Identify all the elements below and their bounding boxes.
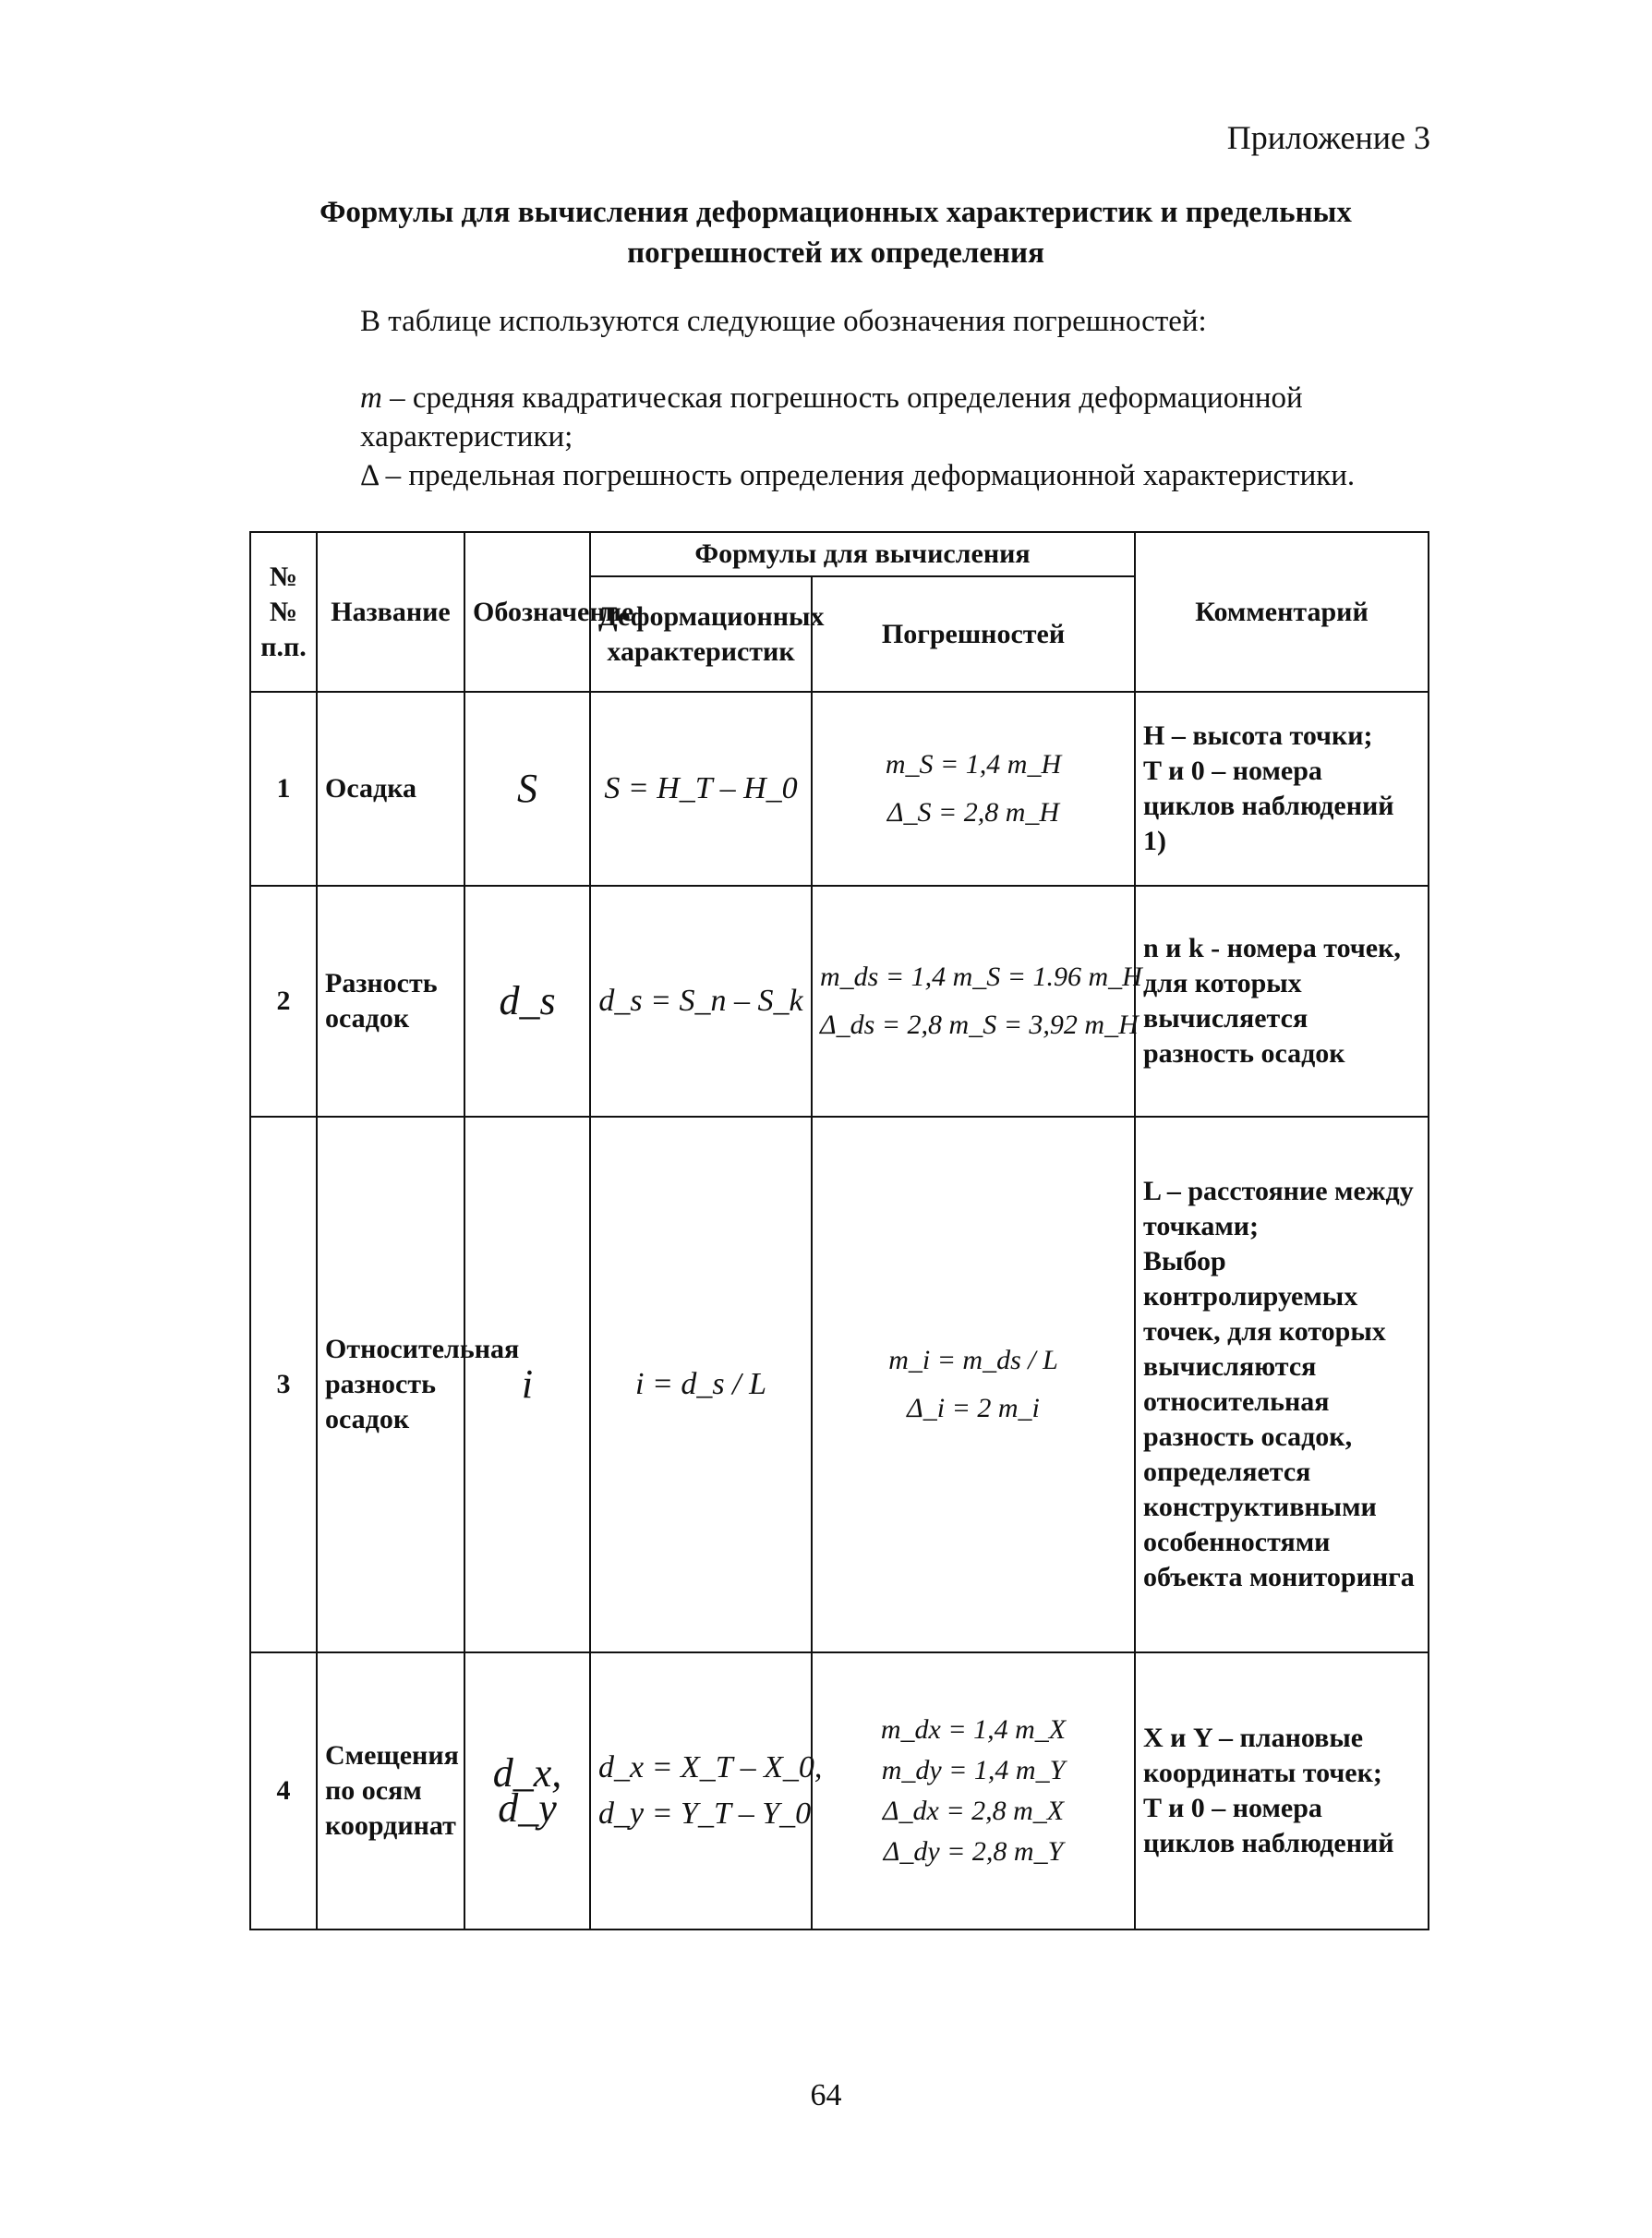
comment-line: X и Y – плановые координаты точек; — [1143, 1723, 1382, 1788]
row-errors — [812, 692, 1135, 886]
formulas-table — [249, 531, 1429, 1930]
row-comment — [1135, 692, 1429, 886]
header-comment: Комментарий — [1135, 532, 1429, 692]
notation-list — [360, 379, 1427, 495]
formula-line: d_s = S_n – S_k — [598, 984, 803, 1018]
row-name: Смещения по осям координат — [317, 1652, 464, 1930]
header-row — [250, 532, 1429, 576]
table-row — [250, 692, 1429, 886]
notation-text: – средняя квадратическая погрешность определения деформационной характеристики; — [360, 381, 1303, 454]
table-row — [250, 886, 1429, 1117]
comment-line: Выбор контролируемых точек, для которых вычисляются относительная разность осадок, определяется конструктивными особенностями объекта мониторинга — [1143, 1246, 1415, 1592]
row-number: 4 — [250, 1652, 317, 1930]
formula-line: d_y = Y_T – Y_0 — [598, 1796, 812, 1831]
error-line: Δ_dy = 2,8 m_Y — [883, 1836, 1064, 1867]
notation-symbol: Δ — [360, 459, 379, 492]
row-number: 1 — [250, 692, 317, 886]
error-line: m_ds = 1,4 m_S = 1.96 m_H — [820, 962, 1142, 992]
row-name: Относительная разность осадок — [317, 1117, 464, 1652]
row-symbol: S — [464, 692, 590, 886]
header-deform: Деформационных характеристик — [590, 576, 812, 692]
comment-line: n и k - номера точек, для которых вычисляется разность осадок — [1143, 933, 1401, 1069]
error-line: Δ_i = 2 m_i — [907, 1393, 1040, 1423]
formula-line: i = d_s / L — [635, 1367, 766, 1401]
comment-line: L – расстояние между точками; — [1143, 1176, 1414, 1241]
header-name: Название — [317, 532, 464, 692]
error-line: m_dy = 1,4 m_Y — [881, 1755, 1066, 1785]
document-title: Формулы для вычисления деформационных характеристик и предельных погрешностей их определения — [320, 196, 1352, 270]
row-errors — [812, 886, 1142, 1117]
notation-text: – предельная погрешность определения деформационной характеристики. — [385, 459, 1356, 492]
notation-item — [360, 379, 1427, 456]
table-row — [250, 1652, 1429, 1930]
row-comment — [1135, 1117, 1429, 1652]
error-line: m_dx = 1,4 m_X — [880, 1714, 1067, 1745]
comment-line: H – высота точки; — [1143, 720, 1373, 751]
row-formula — [590, 692, 812, 886]
formula-line: S = H_T – H_0 — [604, 771, 798, 805]
row-formula — [590, 1652, 823, 1930]
row-name: Осадка — [317, 692, 464, 886]
page-number: 64 — [810, 2078, 842, 2112]
row-formula — [590, 1117, 812, 1652]
row-number: 3 — [250, 1117, 317, 1652]
row-comment — [1135, 1652, 1429, 1930]
header-errors: Погрешностей — [812, 576, 1135, 692]
error-line: m_S = 1,4 m_H — [885, 749, 1062, 780]
row-symbol: i — [464, 1117, 590, 1652]
formula-line: d_x = X_T – X_0, — [598, 1750, 823, 1784]
header-num: №№ п.п. — [250, 532, 317, 692]
row-comment — [1135, 886, 1429, 1117]
error-line: m_i = m_ds / L — [888, 1345, 1058, 1375]
header-formulas: Формулы для вычисления — [590, 532, 1135, 576]
row-errors — [812, 1117, 1135, 1652]
row-symbol: d_x, d_y — [464, 1652, 590, 1930]
row-name: Разность осадок — [317, 886, 464, 1117]
error-line: Δ_dx = 2,8 m_X — [882, 1796, 1065, 1826]
row-symbol: d_s — [464, 886, 590, 1117]
error-line: Δ_ds = 2,8 m_S = 3,92 m_H — [820, 1010, 1139, 1040]
row-formula — [590, 886, 812, 1117]
notation-symbol: m — [360, 381, 382, 415]
notation-item — [360, 456, 1427, 495]
comment-line: T и 0 – номера циклов наблюдений — [1143, 1793, 1394, 1858]
error-line: Δ_S = 2,8 m_H — [886, 797, 1060, 828]
row-errors — [812, 1652, 1135, 1930]
row-number: 2 — [250, 886, 317, 1117]
header-symbol: Обозначение — [464, 532, 590, 692]
appendix-label: Приложение 3 — [1226, 119, 1430, 156]
comment-line: T и 0 – номера циклов наблюдений 1) — [1143, 756, 1394, 856]
table-row — [250, 1117, 1429, 1652]
intro-text: В таблице используются следующие обозначения погрешностей: — [360, 305, 1207, 338]
